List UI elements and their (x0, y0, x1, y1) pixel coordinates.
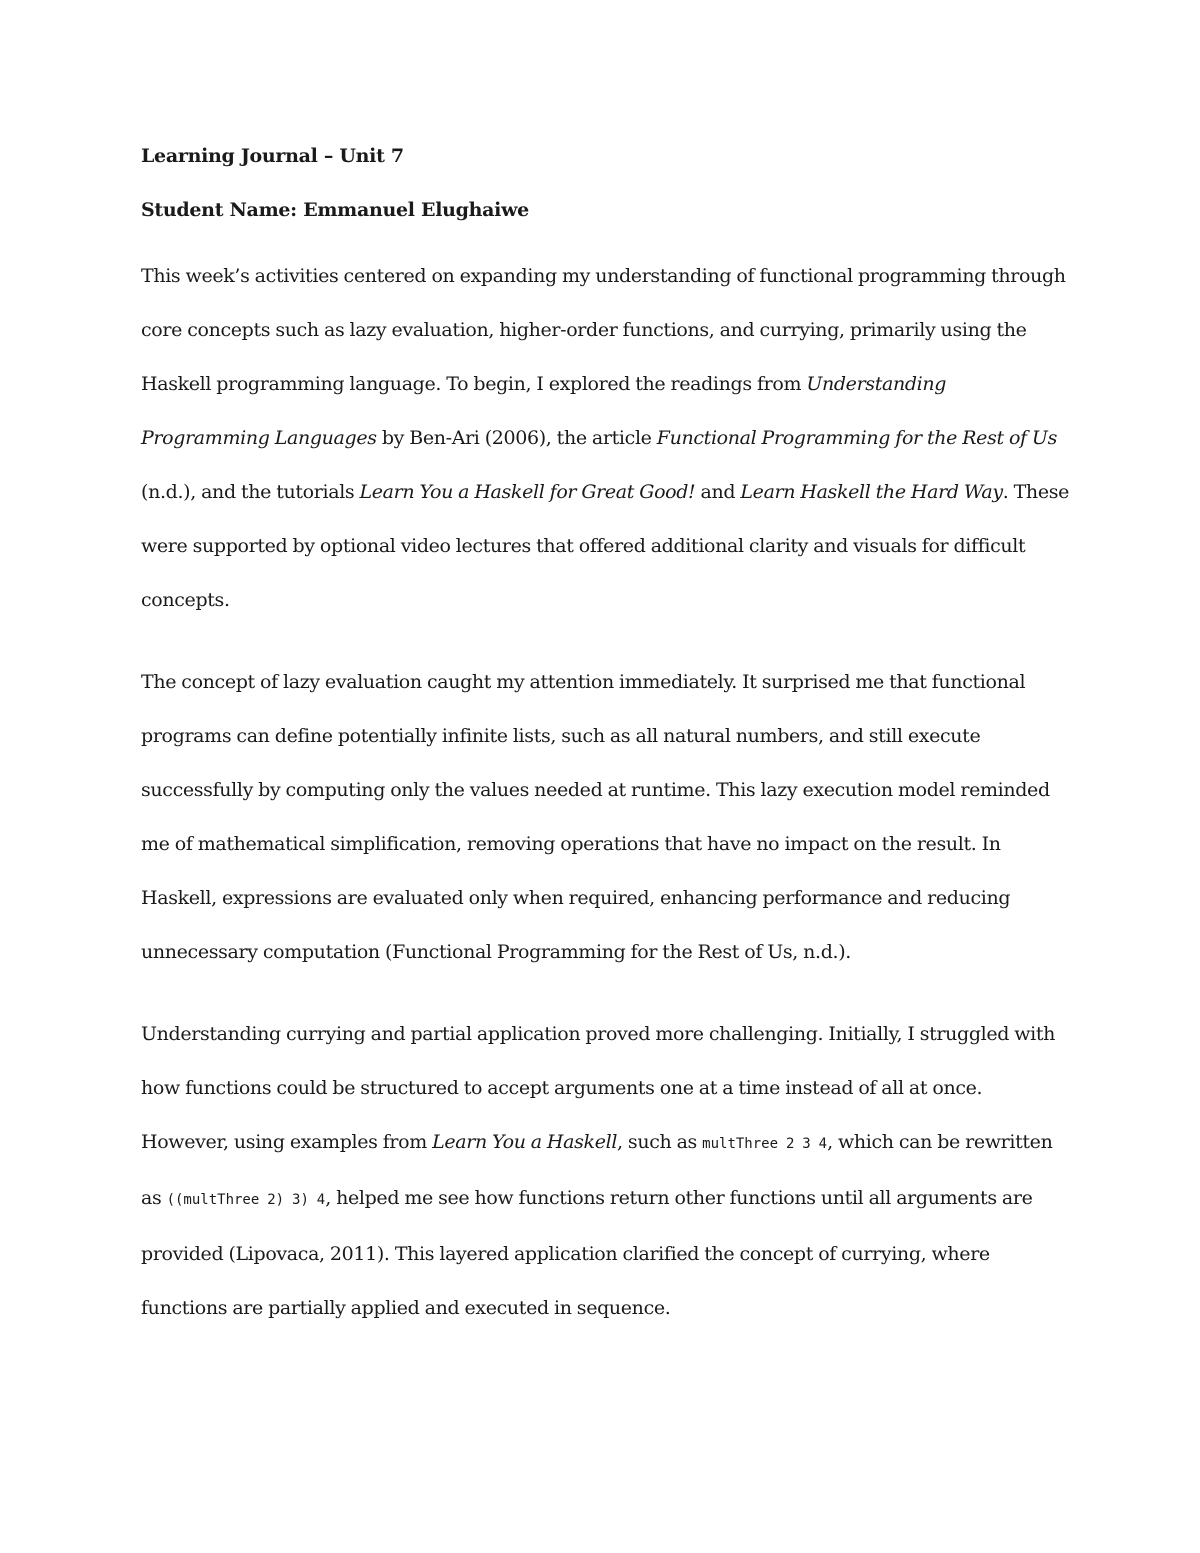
paragraph-currying (141, 1007, 1071, 1335)
text-run: , helped me see how functions return other functions until all arguments are provided (Lipovaca, 2011). This layered application clarified the concept of currying, where functions are partially applied and executed in sequence. (141, 1187, 1033, 1319)
tutorial-title: Learn You a Haskell (432, 1131, 618, 1153)
text-run: . These were supported by optional video lectures that offered additional clarity and visuals for difficult concepts. (141, 481, 1070, 611)
text-run: by Ben-Ari (2006), the article (376, 427, 657, 449)
paragraph-intro (141, 249, 1071, 627)
text-run: , which can be rewritten as (141, 1131, 1053, 1209)
code-snippet: ((multThree 2) 3) 4 (166, 1192, 326, 1208)
code-snippet: multThree 2 3 4 (702, 1136, 828, 1152)
text-run: This week’s activities centered on expanding my understanding of functional programming through core concepts such as lazy evaluation, higher-order functions, and currying, primarily using the Haskell programming language. To begin, I explored the readings from (141, 265, 1066, 395)
document-title: Learning Journal – Unit 7 (141, 145, 404, 167)
document-page (141, 138, 1071, 1363)
text-run: and (695, 481, 741, 503)
text-run: (n.d.), and the tutorials (141, 481, 360, 503)
student-name: Student Name: Emmanuel Elughaiwe (141, 199, 529, 221)
tutorial-title: Learn You a Haskell for Great Good! (359, 481, 696, 503)
text-run: , such as (617, 1131, 703, 1153)
paragraph-lazy-evaluation: The concept of lazy evaluation caught my attention immediately. It surprised me that functional programs can define potentially infinite lists, such as all natural numbers, and still execute successfully by computing only the values needed at runtime. This lazy execution model reminded me of mathematical simplification, removing operations that have no impact on the result. In Haskell, expressions are evaluated only when required, enhancing performance and reducing unnecessary computation (Functional Programming for the Rest of Us, n.d.). (141, 671, 1050, 963)
book-title: Understanding Programming Languages (141, 373, 947, 449)
text-run: Understanding currying and partial application proved more challenging. Initially, I struggled with how functions could be structured to accept arguments one at a time instead of all at once. However, using examples from (141, 1023, 1056, 1153)
tutorial-title: Learn Haskell the Hard Way (740, 481, 1003, 503)
article-title: Functional Programming for the Rest of Us (656, 427, 1057, 449)
